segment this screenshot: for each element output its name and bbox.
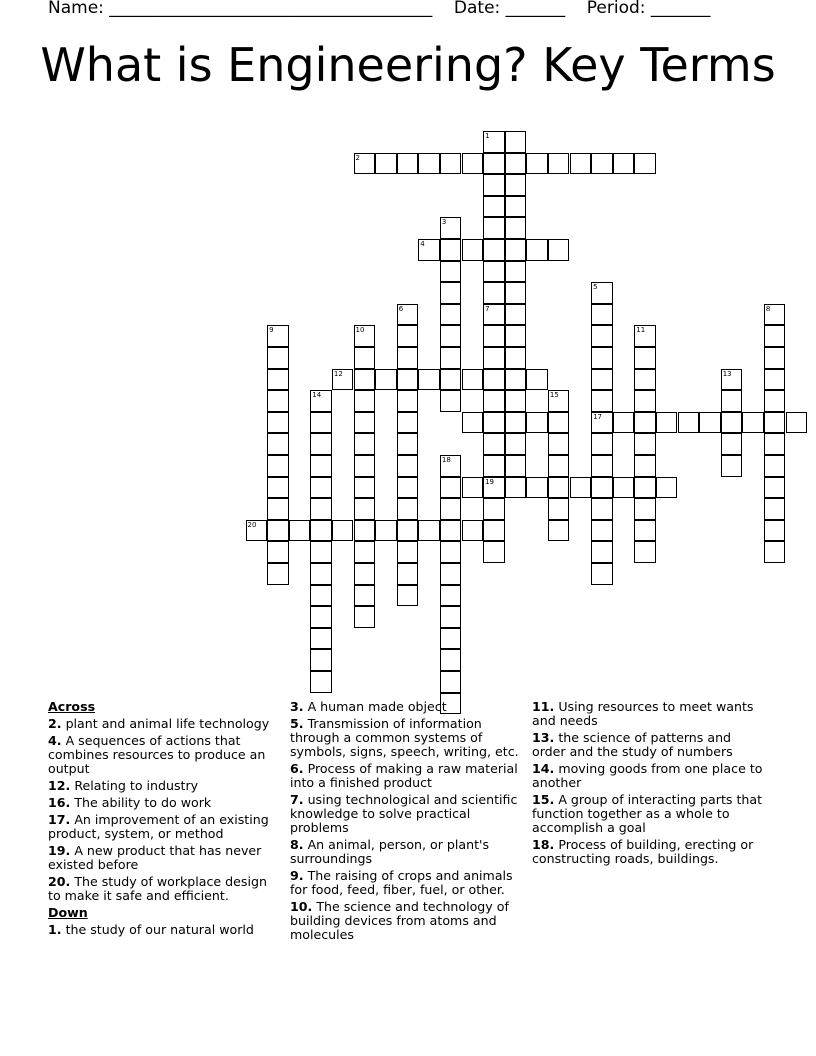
clue-num: 2.	[48, 716, 62, 731]
page-title: What is Engineering? Key Terms	[40, 38, 776, 92]
grid-cell[interactable]	[764, 369, 786, 391]
grid-cell[interactable]	[505, 412, 527, 434]
clue-number: 17	[593, 412, 603, 421]
across-heading: Across	[48, 699, 96, 714]
grid-cell[interactable]	[267, 455, 289, 477]
grid-cell[interactable]	[526, 369, 548, 391]
grid-cell[interactable]	[526, 239, 548, 261]
clue-num: 15.	[532, 792, 555, 807]
clue-number: 9	[269, 326, 274, 335]
grid-cell[interactable]	[375, 153, 397, 175]
grid-cell[interactable]	[505, 174, 527, 196]
clue-item	[48, 813, 276, 841]
grid-cell[interactable]	[354, 153, 376, 175]
grid-cell[interactable]	[310, 498, 332, 520]
clue-num: 5.	[290, 716, 304, 731]
clue-item	[48, 875, 276, 903]
grid-cell[interactable]	[267, 433, 289, 455]
grid-cell[interactable]	[267, 498, 289, 520]
grid-cell[interactable]	[764, 390, 786, 412]
clue-text: Process of building, erecting or constructing roads, buildings.	[532, 837, 754, 866]
grid-cell[interactable]	[354, 606, 376, 628]
grid-cell[interactable]	[505, 390, 527, 412]
grid-cell[interactable]	[310, 455, 332, 477]
grid-cell[interactable]	[591, 282, 613, 304]
grid-cell[interactable]	[505, 282, 527, 304]
grid-cell[interactable]	[462, 520, 484, 542]
grid-cell[interactable]	[267, 390, 289, 412]
clue-item	[290, 793, 526, 835]
grid-cell[interactable]	[570, 477, 592, 499]
grid-cell[interactable]	[526, 153, 548, 175]
grid-cell[interactable]	[721, 369, 743, 391]
grid-cell[interactable]	[483, 433, 505, 455]
clue-num: 12.	[48, 778, 71, 793]
clue-number: 11	[636, 326, 646, 335]
grid-cell[interactable]	[483, 304, 505, 326]
grid-cell[interactable]	[440, 649, 462, 671]
grid-cell[interactable]	[310, 606, 332, 628]
grid-cell[interactable]	[354, 347, 376, 369]
grid-cell[interactable]	[591, 304, 613, 326]
grid-cell[interactable]	[634, 541, 656, 563]
grid-cell[interactable]	[483, 347, 505, 369]
grid-cell[interactable]	[267, 369, 289, 391]
grid-cell[interactable]	[440, 217, 462, 239]
clue-column-2	[290, 700, 526, 945]
grid-cell[interactable]	[505, 347, 527, 369]
grid-cell[interactable]	[764, 433, 786, 455]
grid-cell[interactable]	[267, 412, 289, 434]
grid-cell[interactable]	[310, 477, 332, 499]
grid-cell[interactable]	[483, 390, 505, 412]
grid-cell[interactable]	[440, 369, 462, 391]
grid-cell[interactable]	[634, 477, 656, 499]
grid-cell[interactable]	[591, 390, 613, 412]
grid-cell[interactable]	[548, 433, 570, 455]
clue-num: 3.	[290, 699, 304, 714]
grid-cell[interactable]	[354, 477, 376, 499]
grid-cell[interactable]	[310, 671, 332, 693]
clue-number: 8	[765, 304, 771, 313]
grid-cell[interactable]	[591, 541, 613, 563]
grid-cell[interactable]	[397, 520, 419, 542]
grid-cell[interactable]	[505, 455, 527, 477]
clue-item	[48, 779, 276, 793]
grid-cell[interactable]	[310, 649, 332, 671]
grid-cell[interactable]	[397, 477, 419, 499]
grid-cell[interactable]	[440, 477, 462, 499]
grid-cell[interactable]	[505, 131, 527, 153]
grid-cell[interactable]	[246, 520, 268, 542]
clue-num: 6.	[290, 761, 304, 776]
grid-cell[interactable]	[634, 498, 656, 520]
clue-item	[290, 717, 526, 759]
grid-cell[interactable]	[397, 153, 419, 175]
grid-cell[interactable]	[548, 153, 570, 175]
grid-cell[interactable]	[397, 541, 419, 563]
grid-cell[interactable]	[483, 520, 505, 542]
grid-cell[interactable]	[440, 455, 462, 477]
clue-num: 19.	[48, 843, 71, 858]
grid-cell[interactable]	[505, 153, 527, 175]
grid-cell[interactable]	[354, 498, 376, 520]
grid-cell[interactable]	[440, 153, 462, 175]
grid-cell[interactable]	[462, 239, 484, 261]
grid-cell[interactable]	[505, 433, 527, 455]
grid-cell[interactable]	[310, 585, 332, 607]
clue-text: An improvement of an existing product, system, or method	[48, 812, 269, 841]
grid-cell[interactable]	[267, 541, 289, 563]
grid-cell[interactable]	[764, 477, 786, 499]
grid-cell[interactable]	[483, 541, 505, 563]
grid-cell[interactable]	[332, 520, 354, 542]
grid-cell[interactable]	[699, 412, 721, 434]
clue-text: the study of our natural world	[61, 922, 254, 937]
clue-num: 10.	[290, 899, 313, 914]
grid-cell[interactable]	[440, 261, 462, 283]
clue-text: Using resources to meet wants and needs	[532, 699, 754, 728]
grid-cell[interactable]	[440, 282, 462, 304]
clue-number: 20	[247, 520, 257, 529]
clue-num: 16.	[48, 795, 71, 810]
grid-cell[interactable]	[656, 412, 678, 434]
grid-cell[interactable]	[591, 325, 613, 347]
grid-cell[interactable]	[591, 455, 613, 477]
grid-cell[interactable]	[505, 369, 527, 391]
grid-cell[interactable]	[397, 347, 419, 369]
clue-item	[290, 762, 526, 790]
grid-cell[interactable]	[462, 153, 484, 175]
grid-cell[interactable]	[462, 369, 484, 391]
grid-cell[interactable]	[440, 390, 462, 412]
grid-cell[interactable]	[310, 541, 332, 563]
grid-cell[interactable]	[634, 455, 656, 477]
clue-item	[532, 793, 768, 835]
clue-item	[48, 844, 276, 872]
down-heading: Down	[48, 905, 88, 920]
clue-number: 19	[485, 477, 495, 486]
clue-num: 9.	[290, 868, 304, 883]
clue-text: The ability to do work	[70, 795, 212, 810]
grid-cell[interactable]	[483, 369, 505, 391]
clue-text: moving goods from one place to another	[532, 761, 763, 790]
grid-cell[interactable]	[678, 412, 700, 434]
grid-cell[interactable]	[505, 239, 527, 261]
header-line: Name: ______________________________________ Date: _______ Period: _______	[48, 0, 711, 18]
clue-item	[48, 796, 276, 810]
clue-num: 1.	[48, 922, 62, 937]
grid-cell[interactable]	[634, 347, 656, 369]
grid-cell[interactable]	[418, 153, 440, 175]
grid-cell[interactable]	[483, 325, 505, 347]
grid-cell[interactable]	[764, 541, 786, 563]
clue-number: 6	[398, 304, 404, 313]
grid-cell[interactable]	[764, 304, 786, 326]
grid-cell[interactable]	[354, 325, 376, 347]
grid-cell[interactable]	[354, 390, 376, 412]
grid-cell[interactable]	[505, 304, 527, 326]
grid-cell[interactable]	[397, 455, 419, 477]
clue-item	[532, 762, 768, 790]
grid-cell[interactable]	[310, 628, 332, 650]
clue-column-1	[48, 700, 276, 940]
clue-item	[48, 734, 276, 776]
grid-cell[interactable]	[397, 369, 419, 391]
grid-cell[interactable]	[721, 390, 743, 412]
clue-item	[532, 838, 768, 866]
grid-cell[interactable]	[483, 239, 505, 261]
grid-cell[interactable]	[440, 606, 462, 628]
grid-cell[interactable]	[375, 520, 397, 542]
grid-cell[interactable]	[764, 520, 786, 542]
grid-cell[interactable]	[397, 304, 419, 326]
clue-num: 4.	[48, 733, 62, 748]
grid-cell[interactable]	[418, 520, 440, 542]
grid-cell[interactable]	[397, 433, 419, 455]
grid-cell[interactable]	[656, 477, 678, 499]
grid-cell[interactable]	[440, 585, 462, 607]
grid-cell[interactable]	[418, 369, 440, 391]
grid-cell[interactable]	[634, 325, 656, 347]
clue-text: The science and technology of building devices from atoms and molecules	[290, 899, 509, 942]
grid-cell[interactable]	[397, 390, 419, 412]
grid-cell[interactable]	[764, 412, 786, 434]
clue-text: Relating to industry	[70, 778, 199, 793]
grid-cell[interactable]	[742, 412, 764, 434]
grid-cell[interactable]	[310, 433, 332, 455]
grid-cell[interactable]	[267, 477, 289, 499]
grid-cell[interactable]	[483, 131, 505, 153]
clue-text: A group of interacting parts that function together as a whole to accomplish a goal	[532, 792, 763, 835]
grid-cell[interactable]	[613, 477, 635, 499]
grid-cell[interactable]	[613, 153, 635, 175]
grid-cell[interactable]	[354, 541, 376, 563]
grid-cell[interactable]	[505, 325, 527, 347]
grid-cell[interactable]	[505, 477, 527, 499]
grid-cell[interactable]	[354, 520, 376, 542]
clue-text: A sequences of actions that combines resources to produce an output	[48, 733, 266, 776]
grid-cell[interactable]	[591, 433, 613, 455]
clue-item	[48, 717, 276, 731]
clue-num: 18.	[532, 837, 555, 852]
grid-cell[interactable]	[548, 477, 570, 499]
clue-item	[290, 700, 526, 714]
grid-cell[interactable]	[354, 412, 376, 434]
grid-cell[interactable]	[591, 412, 613, 434]
clue-text: Process of making a raw material into a finished product	[290, 761, 518, 790]
grid-cell[interactable]	[354, 563, 376, 585]
grid-cell[interactable]	[397, 412, 419, 434]
grid-cell[interactable]	[634, 520, 656, 542]
grid-cell[interactable]	[591, 369, 613, 391]
grid-cell[interactable]	[634, 369, 656, 391]
grid-cell[interactable]	[375, 369, 397, 391]
grid-cell[interactable]	[570, 153, 592, 175]
grid-cell[interactable]	[354, 585, 376, 607]
grid-cell[interactable]	[591, 520, 613, 542]
grid-cell[interactable]	[440, 239, 462, 261]
clue-number: 10	[355, 326, 365, 335]
grid-cell[interactable]	[634, 390, 656, 412]
grid-cell[interactable]	[310, 412, 332, 434]
grid-cell[interactable]	[483, 261, 505, 283]
grid-cell[interactable]	[397, 563, 419, 585]
clue-text: plant and animal life technology	[61, 716, 270, 731]
grid-cell[interactable]	[289, 520, 311, 542]
grid-cell[interactable]	[591, 563, 613, 585]
grid-cell[interactable]	[505, 261, 527, 283]
grid-cell[interactable]	[591, 347, 613, 369]
grid-cell[interactable]	[354, 433, 376, 455]
grid-cell[interactable]	[764, 325, 786, 347]
grid-cell[interactable]	[483, 217, 505, 239]
grid-cell[interactable]	[267, 347, 289, 369]
clue-item	[290, 869, 526, 897]
clue-text: A new product that has never existed before	[48, 843, 262, 872]
clue-item	[290, 900, 526, 942]
clue-text: using technological and scientific knowledge to solve practical problems	[290, 792, 518, 835]
grid-cell[interactable]	[764, 347, 786, 369]
grid-cell[interactable]	[505, 217, 527, 239]
grid-cell[interactable]	[505, 196, 527, 218]
grid-cell[interactable]	[548, 455, 570, 477]
grid-cell[interactable]	[721, 433, 743, 455]
grid-cell[interactable]	[483, 455, 505, 477]
grid-cell[interactable]	[397, 585, 419, 607]
grid-cell[interactable]	[310, 520, 332, 542]
grid-cell[interactable]	[267, 563, 289, 585]
grid-cell[interactable]	[354, 369, 376, 391]
grid-cell[interactable]	[462, 477, 484, 499]
grid-cell[interactable]	[440, 520, 462, 542]
clue-number: 2	[355, 153, 360, 162]
grid-cell[interactable]	[591, 153, 613, 175]
clue-number: 5	[593, 283, 598, 292]
grid-cell[interactable]	[440, 347, 462, 369]
grid-cell[interactable]	[483, 498, 505, 520]
clue-item	[532, 731, 768, 759]
grid-cell[interactable]	[634, 433, 656, 455]
clue-item	[532, 700, 768, 728]
grid-cell[interactable]	[354, 455, 376, 477]
clue-item	[290, 838, 526, 866]
grid-cell[interactable]	[548, 390, 570, 412]
clue-text: Transmission of information through a common systems of symbols, signs, speech, writing, etc.	[290, 716, 519, 759]
grid-cell[interactable]	[591, 498, 613, 520]
grid-cell[interactable]	[418, 239, 440, 261]
grid-cell[interactable]	[764, 498, 786, 520]
grid-cell[interactable]	[440, 563, 462, 585]
grid-cell[interactable]	[397, 325, 419, 347]
clue-number: 7	[485, 304, 490, 313]
clue-text: the science of patterns and order and the study of numbers	[532, 730, 733, 759]
grid-cell[interactable]	[483, 412, 505, 434]
clue-num: 20.	[48, 874, 71, 889]
grid-cell[interactable]	[613, 412, 635, 434]
grid-cell[interactable]	[440, 541, 462, 563]
grid-cell[interactable]	[483, 174, 505, 196]
clue-num: 7.	[290, 792, 304, 807]
grid-cell[interactable]	[267, 325, 289, 347]
clue-num: 8.	[290, 837, 304, 852]
clue-text: The study of workplace design to make it safe and efficient.	[48, 874, 267, 903]
grid-cell[interactable]	[267, 520, 289, 542]
grid-cell[interactable]	[332, 369, 354, 391]
grid-cell[interactable]	[548, 520, 570, 542]
grid-cell[interactable]	[483, 477, 505, 499]
clue-number: 4	[420, 240, 425, 248]
grid-cell[interactable]	[440, 671, 462, 693]
grid-cell[interactable]	[721, 412, 743, 434]
grid-cell[interactable]	[483, 282, 505, 304]
clue-number: 1	[485, 132, 490, 140]
grid-cell[interactable]	[397, 498, 419, 520]
grid-cell[interactable]	[721, 455, 743, 477]
grid-cell[interactable]	[483, 153, 505, 175]
grid-cell[interactable]	[634, 153, 656, 175]
grid-cell[interactable]	[526, 477, 548, 499]
clue-number: 14	[312, 391, 322, 400]
grid-cell[interactable]	[440, 628, 462, 650]
clue-num: 14.	[532, 761, 555, 776]
grid-cell[interactable]	[483, 196, 505, 218]
grid-cell[interactable]	[440, 325, 462, 347]
clue-number: 18	[441, 456, 451, 464]
clue-text: An animal, person, or plant's surroundings	[290, 837, 490, 866]
grid-cell[interactable]	[634, 412, 656, 434]
grid-cell[interactable]	[591, 477, 613, 499]
clue-column-3	[532, 700, 768, 869]
grid-cell[interactable]	[440, 304, 462, 326]
grid-cell[interactable]	[548, 498, 570, 520]
clue-number: 3	[441, 218, 447, 227]
grid-cell[interactable]	[526, 412, 548, 434]
grid-cell[interactable]	[310, 563, 332, 585]
clue-text: A human made object	[303, 699, 447, 714]
grid-cell[interactable]	[548, 239, 570, 261]
grid-cell[interactable]	[548, 412, 570, 434]
clue-number: 12	[333, 369, 343, 378]
grid-cell[interactable]	[440, 498, 462, 520]
clue-num: 11.	[532, 699, 555, 714]
grid-cell[interactable]	[310, 390, 332, 412]
clue-item	[48, 923, 276, 937]
grid-cell[interactable]	[462, 412, 484, 434]
clue-number: 13	[722, 369, 732, 378]
clue-num: 13.	[532, 730, 555, 745]
clue-num: 17.	[48, 812, 71, 827]
clue-text: The raising of crops and animals for food, feed, fiber, fuel, or other.	[290, 868, 513, 897]
grid-cell[interactable]	[786, 412, 808, 434]
grid-cell[interactable]	[764, 455, 786, 477]
clue-number: 15	[549, 391, 559, 400]
